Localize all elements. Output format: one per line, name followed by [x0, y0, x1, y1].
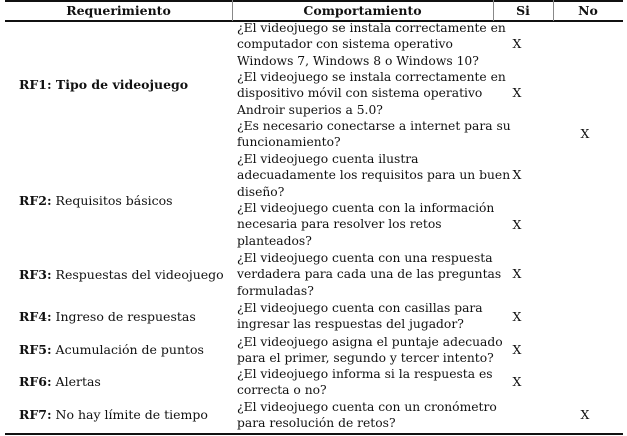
requirement-name: Ingreso de respuestas — [51, 309, 196, 324]
header-no: No — [578, 3, 598, 18]
behavior-line: adecuadamente los requisitos para un buen — [237, 168, 511, 183]
behavior-line: para el primer, segundo y tercer intento? — [237, 351, 494, 366]
requirement-rf3 — [19, 267, 224, 283]
requirement-rf2 — [19, 193, 173, 209]
behavior-cell — [237, 20, 506, 69]
behavior-line: ¿El videojuego informa si la respuesta es — [237, 367, 493, 381]
behavior-line: computador con sistema operativo — [237, 37, 453, 52]
behavior-line: necesaria para resolver los retos — [237, 217, 442, 232]
behavior-line: ¿El videojuego cuenta con casillas para — [237, 301, 483, 315]
behavior-cell — [237, 118, 511, 151]
behavior-line: formuladas? — [237, 283, 314, 298]
behavior-line: ¿El videojuego se instala correctamente en — [237, 21, 506, 35]
requirement-name: Requisitos básicos — [51, 193, 173, 208]
header-si: Si — [516, 3, 530, 18]
requirement-rf6 — [19, 374, 101, 390]
behavior-cell — [237, 151, 511, 200]
header-requerimiento: Requerimiento — [66, 3, 171, 18]
behavior-cell — [237, 200, 499, 249]
behavior-cell — [237, 250, 502, 299]
no-mark: X — [580, 126, 590, 141]
behavior-line: verdadera para cada una de las preguntas — [237, 267, 502, 282]
behavior-line: ¿El videojuego cuenta con la información — [237, 201, 495, 215]
requirement-code: RF5: — [19, 342, 52, 357]
behavior-line: correcta o no? — [237, 383, 327, 398]
requirement-code: RF1: — [19, 77, 52, 92]
requirement-name: Tipo de videojuego — [51, 77, 189, 92]
behavior-cell — [237, 69, 506, 118]
si-mark: X — [512, 85, 522, 100]
behavior-line: Androir superios a 5.0? — [237, 102, 383, 117]
requirement-rf5 — [19, 342, 204, 358]
requirement-code: RF3: — [19, 267, 52, 282]
behavior-cell — [237, 334, 503, 367]
si-mark: X — [512, 309, 522, 324]
header-comportamiento: Comportamiento — [303, 3, 422, 18]
behavior-line: dispositivo móvil con sistema operativo — [237, 86, 483, 101]
behavior-line: ¿El videojuego cuenta con una respuesta — [237, 251, 493, 265]
requirement-rf1 — [19, 77, 188, 93]
si-mark: X — [512, 342, 522, 357]
behavior-line: ¿El videojuego se instala correctamente en — [237, 70, 506, 84]
behavior-line: funcionamiento? — [237, 135, 341, 150]
requirement-name: Respuestas del videojuego — [51, 267, 224, 282]
requirement-code: RF7: — [19, 407, 52, 422]
behavior-line: ¿El videojuego cuenta con un cronómetro — [237, 400, 497, 414]
behavior-line: ingresar las respuestas del jugador? — [237, 317, 464, 332]
behavior-cell — [237, 300, 499, 333]
behavior-line: planteados? — [237, 233, 312, 248]
requirement-code: RF2: — [19, 193, 52, 208]
requirement-name: Acumulación de puntos — [51, 342, 204, 357]
requirement-rf7 — [19, 407, 208, 423]
behavior-line: ¿El videojuego asigna el puntaje adecuado — [237, 335, 503, 349]
behavior-cell — [237, 366, 499, 399]
requirement-name: No hay límite de tiempo — [51, 407, 208, 422]
behavior-line: ¿El videojuego cuenta ilustra — [237, 152, 419, 166]
requirement-code: RF6: — [19, 374, 52, 389]
requirement-name: Alertas — [51, 374, 101, 389]
si-mark: X — [512, 36, 522, 51]
bottom-rule — [5, 433, 623, 435]
si-mark: X — [512, 167, 522, 182]
si-mark: X — [512, 217, 522, 232]
si-mark: X — [512, 374, 522, 389]
behavior-line: para resolución de retos? — [237, 416, 396, 431]
no-mark: X — [580, 407, 590, 422]
si-mark: X — [512, 266, 522, 281]
requirement-rf4 — [19, 309, 196, 325]
behavior-line: Windows 7, Windows 8 o Windows 10? — [237, 53, 479, 68]
requirement-code: RF4: — [19, 309, 52, 324]
behavior-line: diseño? — [237, 184, 285, 199]
behavior-cell — [237, 399, 499, 432]
behavior-line: ¿Es necesario conectarse a internet para su — [237, 119, 511, 133]
